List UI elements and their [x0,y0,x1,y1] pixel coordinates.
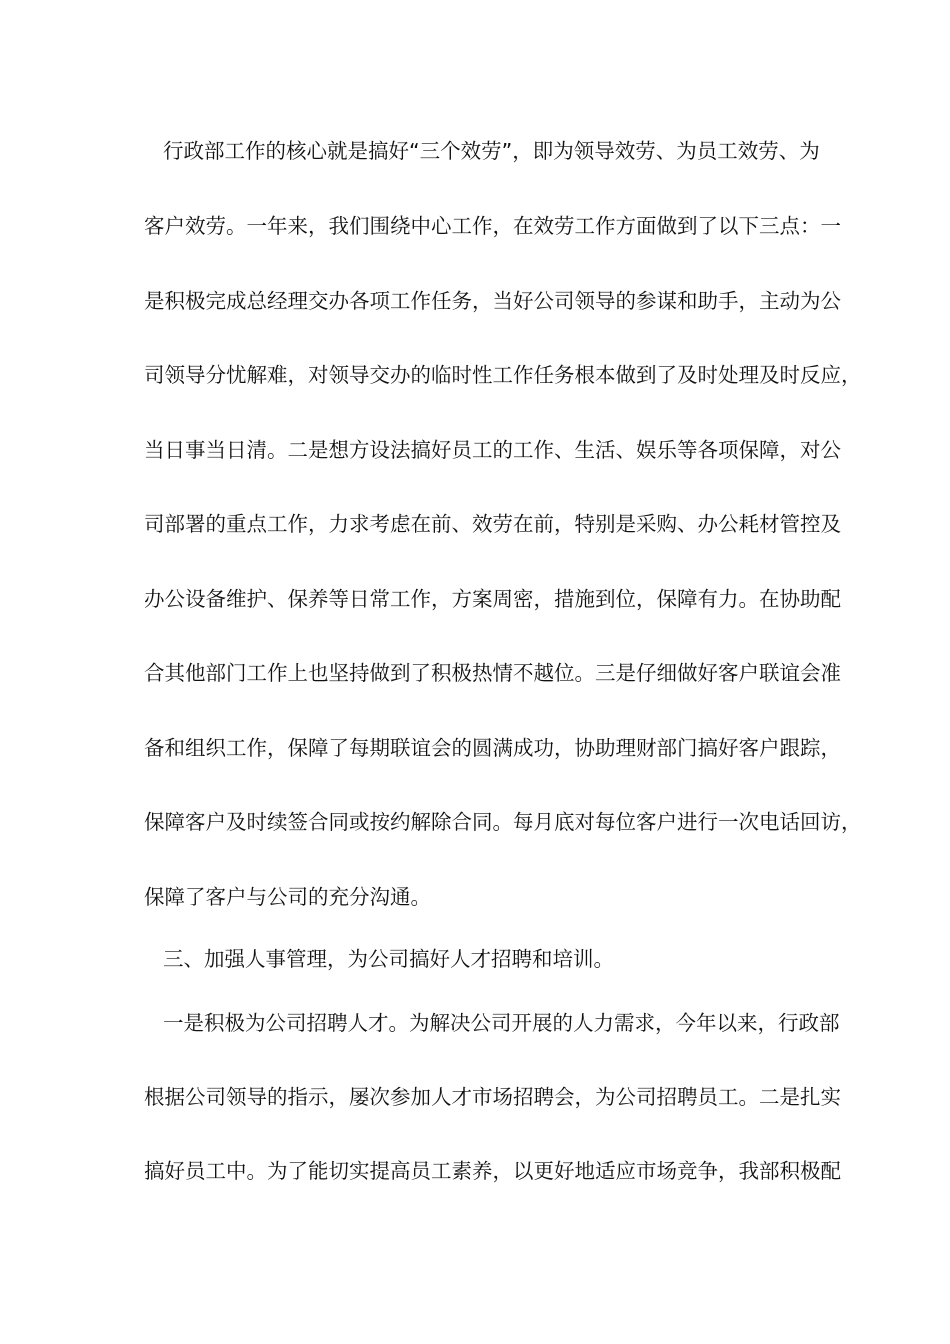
paragraph-line: 司领导分忧解难，对领导交办的临时性工作任务根本做到了及时处理及时反应， [144,363,862,387]
paragraph-line: 一是积极为公司招聘人才。为解决公司开展的人力需求，今年以来，行政部 [163,1011,840,1035]
paragraph-line: 备和组织工作，保障了每期联谊会的圆满成功，协助理财部门搞好客户跟踪， [144,736,841,760]
paragraph-line: 当日事当日清。二是想方设法搞好员工的工作、生活、娱乐等各项保障，对公 [144,438,841,462]
section-heading: 三、加强人事管理，为公司搞好人才招聘和培训。 [163,947,614,971]
paragraph-line: 是积极完成总经理交办各项工作任务，当好公司领导的参谋和助手，主动为公 [144,289,841,313]
paragraph-line: 客户效劳。一年来，我们围绕中心工作，在效劳工作方面做到了以下三点：一 [144,214,841,238]
paragraph-line: 保障了客户与公司的充分沟通。 [144,885,431,909]
paragraph-line: 行政部工作的核心就是搞好“三个效劳”，即为领导效劳、为员工效劳、为 [163,139,820,163]
paragraph-line: 合其他部门工作上也坚持做到了积极热情不越位。三是仔细做好客户联谊会准 [144,661,841,685]
paragraph-line: 办公设备维护、保养等日常工作，方案周密，措施到位，保障有力。在协助配 [144,587,841,611]
paragraph-line: 根据公司领导的指示，屡次参加人才市场招聘会，为公司招聘员工。二是扎实 [144,1085,841,1109]
paragraph-line: 保障客户及时续签合同或按约解除合同。每月底对每位客户进行一次电话回访， [144,810,862,834]
paragraph-line: 司部署的重点工作，力求考虑在前、效劳在前，特别是采购、办公耗材管控及 [144,512,841,536]
paragraph-line: 搞好员工中。为了能切实提高员工素养，以更好地适应市场竞争，我部积极配 [144,1159,841,1183]
